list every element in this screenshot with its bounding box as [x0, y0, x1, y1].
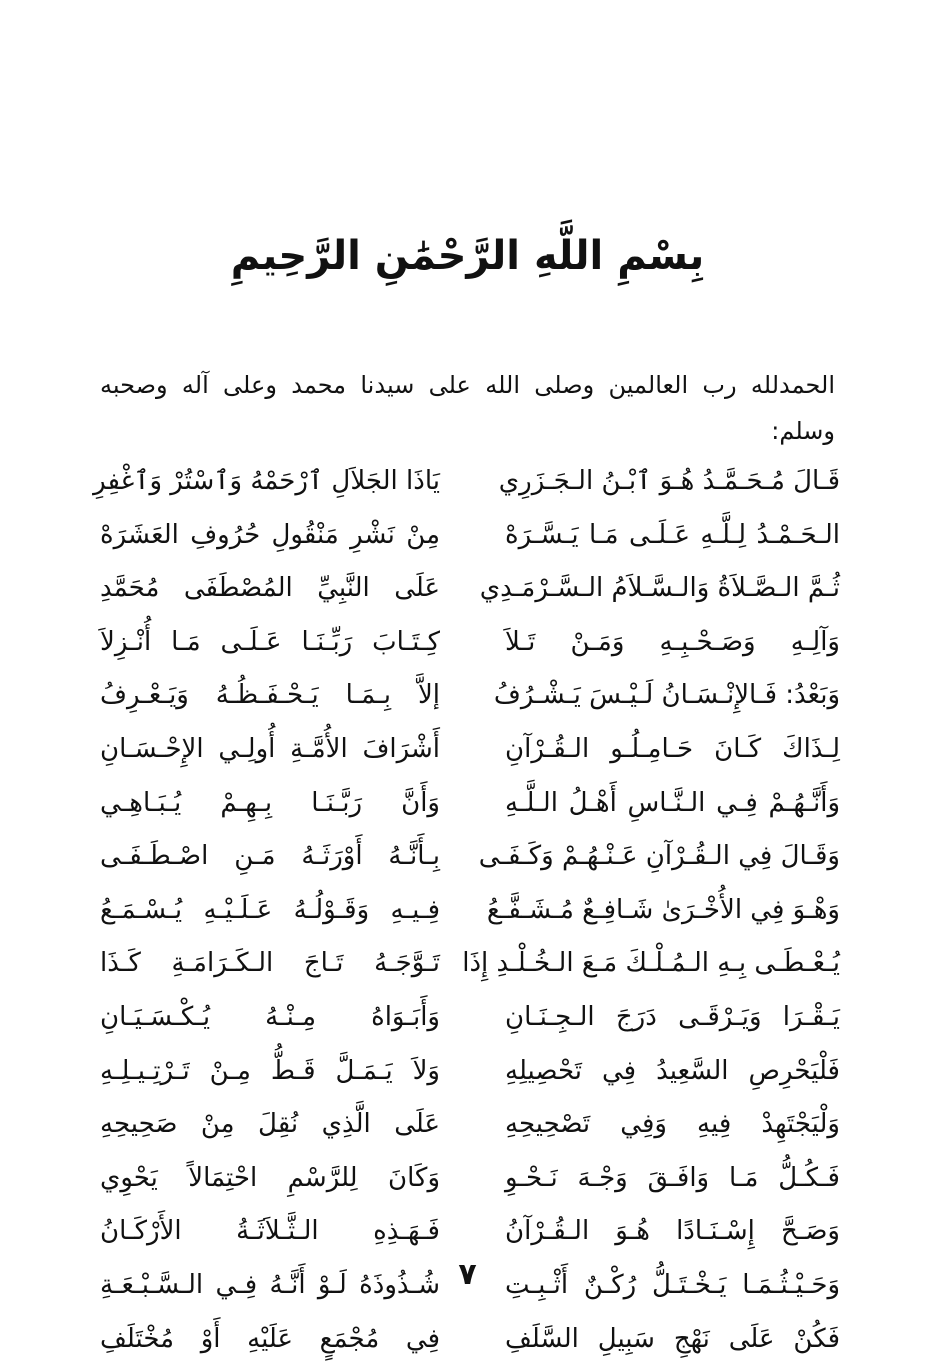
intro-paragraph: الحمدلله رب العالمين وصلى الله على سيدنا محمد وعلى آله وصحبه وسلم:: [100, 371, 835, 445]
verse-first-hemistich: فَلْيَحْرِصِ السَّعِيدُ فِي تَحْصِيلِهِ: [505, 1055, 840, 1086]
verse-second-hemistich: وَلاَ يَـمَـلَّ قَـطُّ مِـنْ تَـرْتِـيـلِـهِ: [100, 1055, 440, 1086]
verse-first-hemistich: فَـكُـلُّ مَـا وَافَـقَ وَجْـهَ نَـحْـوِ: [505, 1162, 840, 1193]
verse-first-hemistich: قَـالَ مُـحَـمَّـدُ هُـوَ ٱبْـنُ الـجَـزَرِي: [498, 466, 840, 496]
verse-line: [93, 455, 840, 509]
verse-line: [100, 1152, 840, 1206]
verse-line: [100, 991, 840, 1045]
verse-first-hemistich: وَصَـحَّ إِسْـنَـادًا هُـوَ الـقُـرْآنُ: [505, 1216, 840, 1247]
verse-second-hemistich: إلاَّ بِـمَـا يَـحْـفَـظُـهُ وَيَـعْـرِفُ: [100, 680, 440, 711]
verse-first-hemistich: وَقَـالَ فِي الـقُـرْآنِ عَـنْـهُـمْ وَكَـفَـى: [478, 841, 840, 872]
verse-line: [100, 1205, 840, 1259]
basmala-heading: بِسْمِ اللَّهِ الرَّحْمَٰنِ الرَّحِيمِ: [230, 233, 705, 279]
verse-second-hemistich: شُـذُوذَهُ لَـوْ أَنَّـهُ فِـي الـسَّـبْـعَـةِ: [100, 1269, 440, 1300]
verse-line: [100, 830, 840, 884]
verse-second-hemistich: وَكَانَ لِلرَّسْمِ احْتِمَالاً يَحْوِي: [100, 1162, 440, 1193]
verse-line: [100, 669, 840, 723]
verse-second-hemistich: يَاذَا الجَلاَلِ ٱرْحَمْهُ وَٱسْتُرْ وَٱغْفِرِ: [93, 466, 440, 496]
verse-line: [100, 1045, 840, 1099]
verse-line: [100, 1098, 840, 1152]
verse-second-hemistich: بِـأَنَّـهُ أَوْرَثَـهُ مَـنِ اصْـطَـفَـى: [100, 841, 440, 872]
verse-second-hemistich: أَشْرَافَ الأُمَّـةِ أُولِـي الإِحْـسَـانِ: [100, 733, 440, 764]
verse-first-hemistich: وَأَنَّـهُـمْ فِـي الـنَّـاسِ أَهْـلُ الـلَّـهِ: [505, 787, 840, 818]
verse-first-hemistich: الـحَـمْـدُ لِـلَّـهِ عَـلَـى مَـا يَـسَّـرَهْ: [505, 519, 840, 550]
verse-line: [100, 616, 840, 670]
page-number: ٧: [458, 1257, 477, 1292]
verse-second-hemistich: فِـيـهِ وَقَـوْلُـهُ عَـلَـيْـهِ يُـسْـمَـعُ: [100, 894, 440, 925]
verse-second-hemistich: عَلَى النَّبِيِّ المُصْطَفَى مُحَمَّدِ: [100, 573, 440, 604]
verse-line: [100, 509, 840, 563]
verse-line: [100, 723, 840, 777]
verse-line: [100, 1313, 840, 1367]
verse-second-hemistich: كِـتَـابَ رَبِّـنَـا عَـلَـى مَـا أُنْـزِلاَ: [100, 626, 440, 657]
verse-line: [100, 937, 840, 991]
verse-first-hemistich: يَـقْـرَا وَيَـرْقَـى دَرَجَ الـجِـنَـانِ: [505, 1001, 840, 1032]
verse-second-hemistich: مِنْ نَشْرِ مَنْقُولِ حُرُوفِ العَشَرَهْ: [100, 519, 440, 550]
verse-first-hemistich: وَبَعْدُ: فَـالإِنْـسَـانُ لَـيْـسَ يَـشْـرُفُ: [493, 680, 840, 711]
verse-first-hemistich: ثُـمَّ الـصَّـلاَةُ وَالـسَّـلاَمُ الـسَّـرْمَـدِي: [479, 573, 840, 604]
verse-first-hemistich: وَحَـيْـثُـمَـا يَـخْـتَـلُّ رُكْـنٌ أَثْـبِـتِ: [505, 1269, 840, 1300]
verse-first-hemistich: لِـذَاكَ كَـانَ حَـامِـلُـو الـقُـرْآنِ: [505, 733, 840, 764]
verse-second-hemistich: وَأَنَّ رَبَّـنَـا بِـهِـمْ يُـبَـاهِـي: [100, 787, 440, 818]
verse-second-hemistich: تَـوَّجَـهُ تَـاجَ الـكَـرَامَـةِ كَـذَا: [100, 948, 440, 979]
verse-line: [100, 884, 840, 938]
verse-second-hemistich: عَلَى الَّذِي نُقِلَ مِنْ صَحِيحِهِ: [100, 1109, 440, 1140]
verse-first-hemistich: وَلْيَجْتَهِدْ فِيهِ وَفِي تَصْحِيحِهِ: [505, 1109, 840, 1140]
verse-second-hemistich: فِي مُجْمَعٍ عَلَيْهِ أَوْ مُخْتَلَفِ: [100, 1323, 440, 1354]
verse-first-hemistich: يُـعْـطَـى بِـهِ الـمُـلْـكَ مَـعَ الـخُـلْـدِ إِذَا: [462, 948, 840, 979]
verse-second-hemistich: فَـهَـذِهِ الـثَّـلاَثَـةُ الأَرْكَـانُ: [100, 1216, 440, 1247]
poem-verses: [93, 455, 840, 1366]
verse-line: [100, 777, 840, 831]
verse-second-hemistich: وَأَبَـوَاهُ مِـنْـهُ يُـكْـسَـيَـانِ: [100, 1001, 440, 1032]
verse-first-hemistich: فَكُنْ عَلَى نَهْجِ سَبِيلِ السَّلَفِ: [505, 1323, 840, 1354]
verse-first-hemistich: وَآلِـهِ وَصَـحْـبِـهِ وَمَـنْ تَـلاَ: [505, 626, 840, 657]
verse-line: [100, 562, 840, 616]
verse-first-hemistich: وَهْـوَ فِي الأُخْـرَىٰ شَـافِـعٌ مُـشَـفَّـعُ: [486, 894, 840, 925]
